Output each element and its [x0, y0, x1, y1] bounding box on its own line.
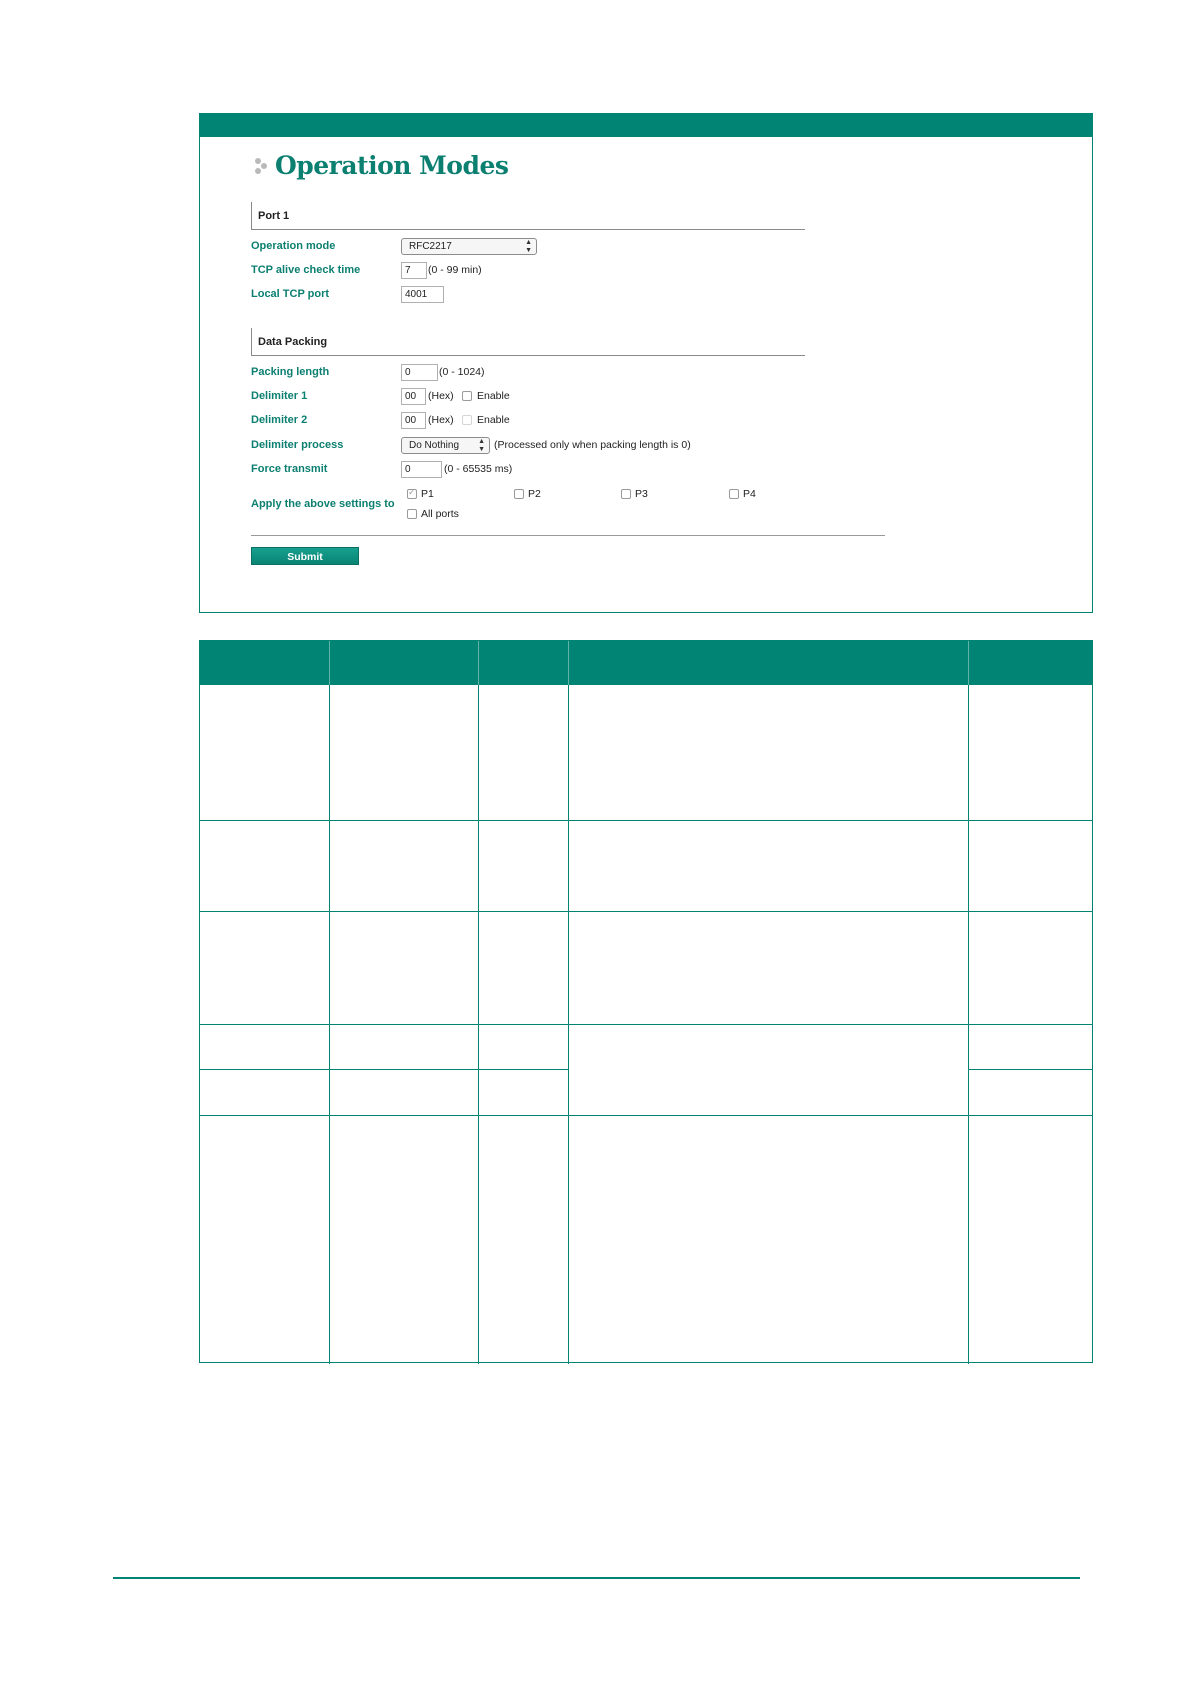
- delimiter1-enable-checkbox[interactable]: [462, 391, 472, 401]
- packing-length-input[interactable]: 0: [401, 364, 438, 381]
- header-col-divider: [329, 641, 330, 685]
- section-port-heading: Port 1: [251, 202, 805, 230]
- page-title: Operation Modes: [275, 151, 509, 180]
- force-transmit-label: Force transmit: [251, 463, 328, 475]
- header-col-divider: [968, 641, 969, 685]
- page-header: [255, 151, 508, 180]
- delimiter1-hex: (Hex): [428, 390, 454, 402]
- dots-icon: [255, 156, 271, 176]
- apply-p4-checkbox[interactable]: [729, 489, 739, 499]
- operation-mode-label: Operation mode: [251, 240, 336, 252]
- delimiter2-enable-checkbox[interactable]: [462, 415, 472, 425]
- row-divider: [200, 1115, 1092, 1116]
- delimiter2-label: Delimiter 2: [251, 414, 308, 426]
- force-transmit-hint: (0 - 65535 ms): [444, 463, 513, 475]
- delimiter-process-hint: (Processed only when packing length is 0): [494, 439, 691, 451]
- apply-p2-label: P2: [528, 488, 541, 500]
- header-col-divider: [568, 641, 569, 685]
- force-transmit-input[interactable]: 0: [401, 461, 442, 478]
- table-header-row: [200, 641, 1092, 685]
- tcp-alive-hint: (0 - 99 min): [428, 264, 482, 276]
- row-divider: [200, 911, 1092, 912]
- delimiter2-enable-label: Enable: [477, 414, 510, 426]
- local-tcp-port-input[interactable]: 4001: [401, 286, 444, 303]
- select-arrows-icon: ▲ ▼: [525, 239, 532, 254]
- apply-p4-label: P4: [743, 488, 756, 500]
- tcp-alive-input[interactable]: 7: [401, 262, 427, 279]
- packing-length-hint: (0 - 1024): [439, 366, 485, 378]
- delimiter-process-select[interactable]: [401, 437, 490, 454]
- apply-p1-label: P1: [421, 488, 434, 500]
- row-divider: [200, 1069, 568, 1070]
- operation-mode-value: RFC2217: [409, 241, 452, 252]
- apply-p3-checkbox[interactable]: [621, 489, 631, 499]
- delimiter1-input[interactable]: 00: [401, 388, 426, 405]
- row-divider: [968, 1069, 1092, 1070]
- apply-all-label: All ports: [421, 508, 459, 520]
- row-divider: [200, 1024, 1092, 1025]
- delimiter1-label: Delimiter 1: [251, 390, 308, 402]
- top-bar: [200, 114, 1092, 137]
- delimiter-process-value: Do Nothing: [409, 440, 460, 451]
- select-arrows-icon: ▲ ▼: [478, 438, 485, 453]
- apply-p2-checkbox[interactable]: [514, 489, 524, 499]
- tcp-alive-label: TCP alive check time: [251, 264, 361, 276]
- delimiter-process-label: Delimiter process: [251, 439, 344, 451]
- delimiter2-input[interactable]: 00: [401, 412, 426, 429]
- packing-length-label: Packing length: [251, 366, 330, 378]
- apply-all-checkbox[interactable]: [407, 509, 417, 519]
- section-packing-heading: Data Packing: [251, 328, 805, 356]
- submit-button[interactable]: Submit: [251, 547, 359, 565]
- row-divider: [200, 820, 1092, 821]
- apply-settings-label: Apply the above settings to: [251, 498, 395, 510]
- screenshot-frame: [199, 113, 1093, 613]
- local-tcp-port-label: Local TCP port: [251, 288, 330, 300]
- delimiter2-hex: (Hex): [428, 414, 454, 426]
- top-bar-underline: [200, 137, 834, 139]
- form-divider: [251, 535, 885, 536]
- footer-rule: [113, 1577, 1080, 1579]
- settings-table: [199, 640, 1093, 1363]
- apply-p3-label: P3: [635, 488, 648, 500]
- delimiter1-enable-label: Enable: [477, 390, 510, 402]
- header-col-divider: [478, 641, 479, 685]
- apply-p1-checkbox[interactable]: [407, 489, 417, 499]
- operation-mode-select[interactable]: [401, 238, 537, 255]
